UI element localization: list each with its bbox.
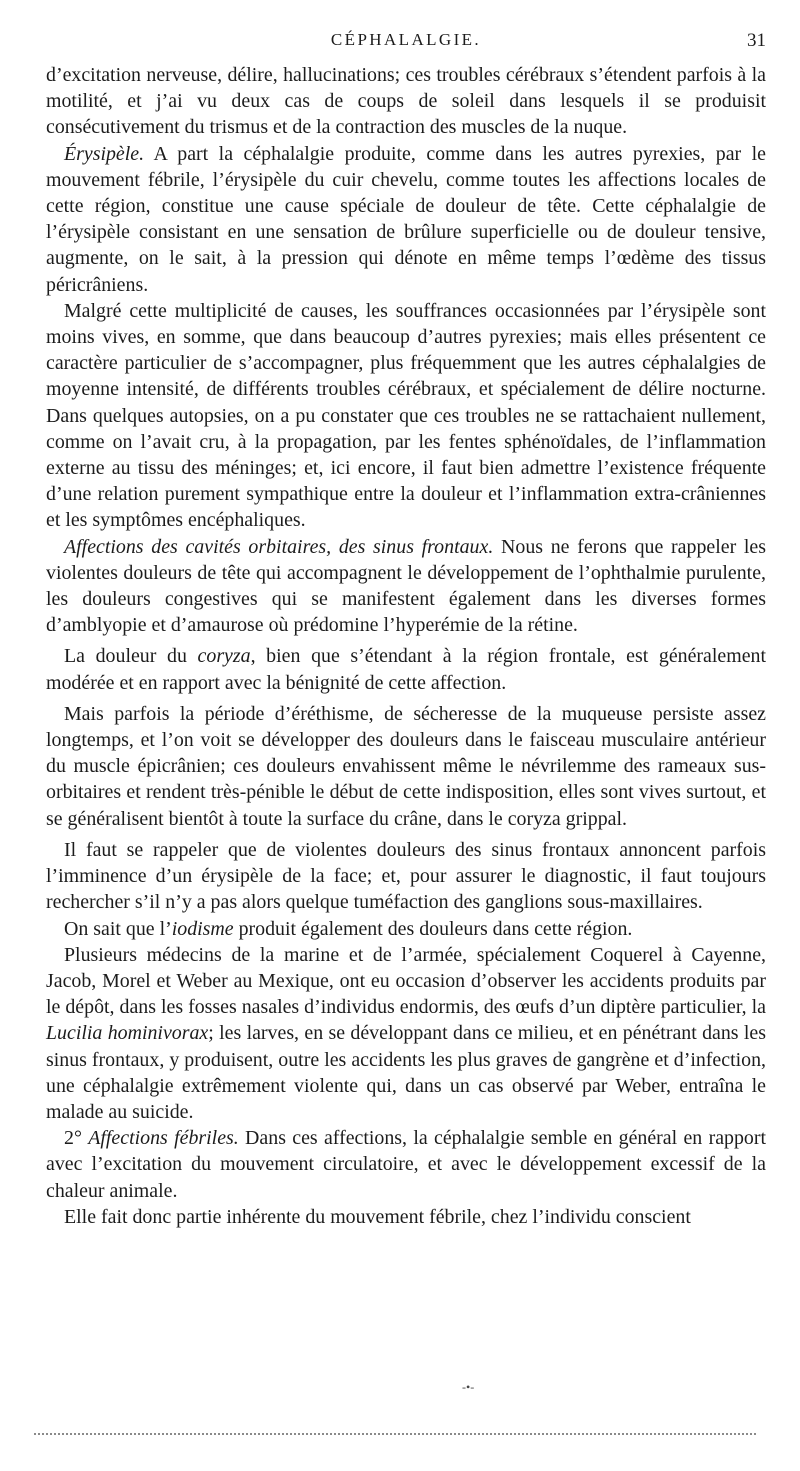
paragraph-orbitaires-tail: Nous ne ferons que rappeler les violentes douleurs de tête qui accompagnent le développement de l’ophthalmie purulente, les douleurs congestives qui se manifestent également dans les diverses formes d’amblyopie et d’amaurose où prédomine l’hyperémie de la rétine. bbox=[46, 535, 766, 637]
paragraph-last bbox=[46, 1204, 766, 1230]
paragraph-lucilia-tail: ; les larves, en se développant dans ce milieu, et en pénétrant dans les sinus frontaux, y produisent, outre les accidents les plus graves de gangrène et d’infection, une céphalalgie extrêmement violente qui, dans un cas observé par Weber, entraîna le malade au suicide. bbox=[46, 1022, 766, 1123]
paragraph-febriles-number: 2° bbox=[64, 1127, 89, 1150]
paragraph-erysipele bbox=[46, 141, 766, 298]
paragraph-erysipele-heading: Érysipèle. bbox=[64, 142, 145, 165]
paragraph-orbitaires bbox=[46, 534, 766, 639]
paragraph-6-text: Mais parfois la période d’éréthisme, de sécheresse de la muqueuse persiste assez longtemps, et l’on voit se développer des douleurs dans le faisceau musculaire antérieur du muscle épicrânien; ces douleurs envahissent même le névrilemme des rameaux sus-orbitaires et rendent très-pénible le début de cette indisposition, elles sont vives surtout, et se généralisent bientôt à toute la surface du crâne, dans le coryza grippal. bbox=[46, 702, 766, 830]
paragraph-coryza-tail: , bien que s’étendant à la région frontale, est généralement modérée et en rapport avec la bénignité de cette affection. bbox=[46, 645, 767, 694]
body-text bbox=[46, 62, 766, 1230]
paragraph-febriles-tail: Dans ces affections, la céphalalgie semble en général en rapport avec l’excitation du mouvement circulatoire, et avec le développement excessif de la chaleur animale. bbox=[46, 1127, 767, 1202]
paragraph-1-text: d’excitation nerveuse, délire, hallucinations; ces troubles cérébraux s’étendent parfois à la motilité, et j’ai vu deux cas de coups de soleil dans lesquels il se produisit consécutivement du trismus et de la contraction des muscles de la nuque. bbox=[46, 64, 766, 139]
paragraph-orbitaires-heading: Affections des cavités orbitaires, des sinus frontaux. bbox=[64, 535, 494, 558]
paragraph-lucilia-italic: Lucilia hominivorax bbox=[46, 1022, 209, 1045]
paragraph-iodisme-tail: produit également des douleurs dans cette région. bbox=[233, 917, 633, 940]
paragraph-3 bbox=[46, 298, 766, 534]
page-header bbox=[46, 30, 766, 54]
paragraph-febriles bbox=[46, 1125, 766, 1204]
running-head: CÉPHALALGIE. bbox=[330, 30, 482, 49]
footer-dotted-rule bbox=[34, 1433, 756, 1435]
paragraph-coryza-text: La douleur du bbox=[64, 645, 198, 668]
paragraph-7 bbox=[46, 837, 766, 916]
paragraph-lucilia-text: Plusieurs médecins de la marine et de l’armée, spécialement Coquerel à Cayenne, Jacob, Morel et Weber au Mexique, ont eu occasion d’observer les accidents produits par le dépôt, dans les fosses nasales d’individus endormis, des œufs d’un diptère particulier, la bbox=[46, 943, 766, 1019]
paragraph-iodisme-text: On sait que l’ bbox=[64, 917, 172, 940]
paragraph-6 bbox=[46, 701, 766, 832]
paragraph-3-text: Malgré cette multiplicité de causes, les souffrances occasionnées par l’érysipèle sont moins vives, en somme, que dans beaucoup d’autres pyrexies; mais elles présentent ce caractère particulier de s’accompagner, plus fréquemment que les autres céphalalgies de moyenne intensité, de différents troubles cérébraux, et spécialement de délire nocturne. Dans quelques autopsies, on a pu constater que ces troubles ne se rattachaient nullement, comme on l’avait cru, à la propagation, par les fentes sphénoïdales, de l’inflammation externe au tissu des méninges; et, ici encore, il faut bien admettre l’existence fréquente d’une relation purement sympathique entre la douleur et l’inflammation extra-crâniennes et les symptômes encéphaliques. bbox=[46, 299, 766, 532]
paragraph-7-text: Il faut se rappeler que de violentes douleurs des sinus frontaux annoncent parfois l’imminence d’un érysipèle de la face; et, pour assurer le diagnostic, il faut toujours rechercher s’il n’y a pas alors quelque tuméfaction des ganglions sous-maxillaires. bbox=[46, 838, 766, 914]
paragraph-1 bbox=[46, 62, 766, 141]
paragraph-coryza-italic: coryza bbox=[197, 645, 251, 668]
paragraph-iodisme-italic: iodisme bbox=[171, 917, 234, 940]
paragraph-iodisme bbox=[46, 916, 766, 942]
paragraph-lucilia bbox=[46, 942, 766, 1125]
paragraph-erysipele-tail: A part la céphalalgie produite, comme dans les autres pyrexies, par le mouvement fébrile, l’érysipèle du cuir chevelu, comme toutes les affections locales de cette région, constitue une cause spéciale de douleur de tête. Cette céphalalgie de l’érysipèle consistant en une sensation de brûlure superficielle ou de douleur tensive, augmente, on le sait, à la pression qui dénote en même temps l’œdème des tissus péricrâniens. bbox=[46, 142, 766, 296]
paragraph-febriles-heading: Affections fébriles. bbox=[88, 1127, 239, 1150]
paragraph-last-text: Elle fait donc partie inhérente du mouvement fébrile, chez l’individu conscient bbox=[64, 1205, 691, 1228]
footer-mark: -•- bbox=[462, 1380, 475, 1394]
paragraph-coryza bbox=[46, 643, 766, 695]
page-number: 31 bbox=[747, 30, 766, 51]
